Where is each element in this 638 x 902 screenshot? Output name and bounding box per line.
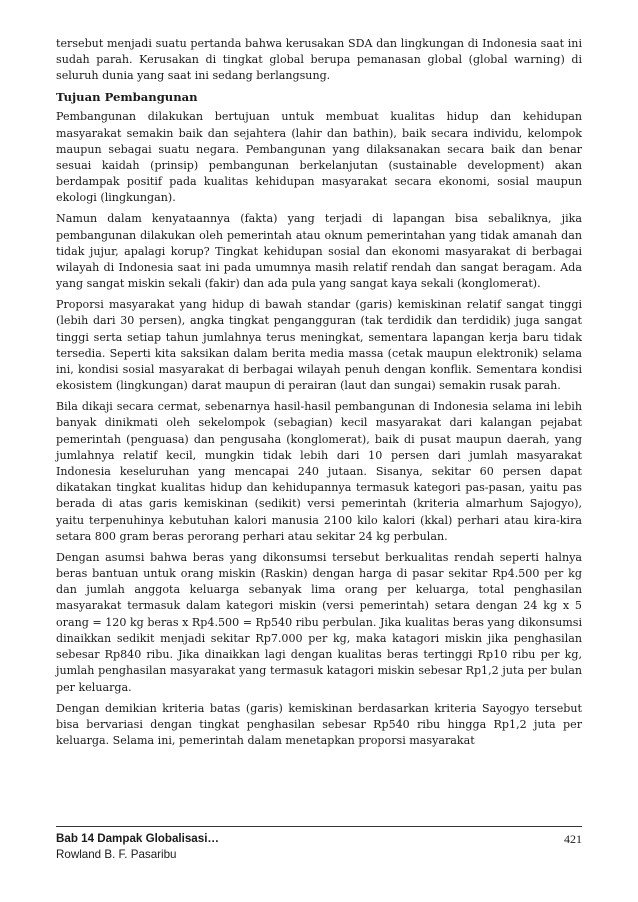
paragraph: Dengan asumsi bahwa beras yang dikonsumsi tersebut berkualitas rendah seperti halnya beras bantuan untuk orang miskin (Raskin) dengan harga di pasar sekitar Rp4.500 per kg dan jumlah anggota keluarga sebanyak lima orang per keluarga, total penghasilan masyarakat termasuk dalam kategori miskin (versi pemerintah) setara dengan 24 kg x 5 orang = 120 kg beras x Rp4.500 = Rp540 ribu perbulan. Jika kualitas beras yang dikonsumsi dinaikkan sedikit menjadi sekitar Rp7.000 per kg, maka katagori miskin jika penghasilan sebesar Rp840 ribu. Jika dinaikkan lagi dengan kualitas beras tertinggi Rp10 ribu per kg, jumlah penghasilan masyarakat yang termasuk katagori miskin sebesar Rp1,2 juta per bulan per keluarga. xyxy=(56,550,582,694)
paragraph: Pembangunan dilakukan bertujuan untuk membuat kualitas hidup dan kehidupan masyarakat semakin baik dan sejahtera (lahir dan bathin), baik secara individu, kelompok maupun sebagai suatu negara. Pembangunan yang dilaksanakan secara baik dan benar sesuai kaidah (prinsip) pembangunan berkelanjutan (sustainable development) akan berdampak positif pada kualitas kehidupan masyarakat secara ekonomi, sosial maupun ekologi (lingkungan). xyxy=(56,110,582,205)
footer-row xyxy=(56,831,582,847)
page-footer xyxy=(56,826,582,863)
section-heading: Tujuan Pembangunan xyxy=(56,90,198,105)
chapter-title: Bab 14 Dampak Globalisasi… xyxy=(56,832,220,845)
paragraph: Proporsi masyarakat yang hidup di bawah standar (garis) kemiskinan relatif sangat tinggi (lebih dari 30 persen), angka tingkat pengangguran (tak terdidik dan terdidik) juga sangat tinggi serta setiap tahun jumlahnya terus meningkat, sementara lapangan kerja baru tidak tersedia. Seperti kita saksikan dalam berita media massa (cetak maupun elektronik) selama ini, kondisi sosial masyarakat di berbagai wilayah penuh dengan konflik. Sementara kondisi ekosistem (lingkungan) darat maupun di perairan (laut dan sungai) semakin rusak parah. xyxy=(56,298,582,393)
paragraph: Bila dikaji secara cermat, sebenarnya hasil-hasil pembangunan di Indonesia selama ini lebih banyak dinikmati oleh sekelompok (sebagian) kecil masyarakat dari kalangan pejabat pemerintah (penguasa) dan pengusaha (konglomerat), baik di pusat maupun daerah, yang jumlahnya relatif kecil, mungkin tidak lebih dari 10 persen dari jumlah masyarakat Indonesia keseluruhan yang mencapai 240 jutaan. Sisanya, sekitar 60 persen dapat dikatakan tingkat kualitas hidup dan kehidupannya termasuk kategori pas-pasan, yaitu pas berada di atas garis kemiskinan (sedikit) versi pemerintah (kriteria almarhum Sajogyo), yaitu terpenuhinya kebutuhan kalori manusia 2100 kilo kalori (kkal) perhari atau kira-kira setara 800 gram beras perorang perhari atau sekitar 24 kg perbulan. xyxy=(56,400,582,543)
paragraph: Dengan demikian kriteria batas (garis) kemiskinan berdasarkan kriteria Sayogyo tersebut bisa bervariasi dengan tingkat penghasilan sebesar Rp540 ribu hingga Rp1,2 juta per keluarga. Selama ini, pemerintah dalam menetapkan proporsi masyarakat xyxy=(56,701,582,747)
author-name: Rowland B. F. Pasaribu xyxy=(56,848,177,861)
document-body xyxy=(56,36,582,754)
paragraph-continued: tersebut menjadi suatu pertanda bahwa kerusakan SDA dan lingkungan di Indonesia saat ini sudah parah. Kerusakan di tingkat global berupa pemanasan global (global warning) di seluruh dunia yang saat ini sedang berlangsung. xyxy=(56,37,582,83)
page-number: 421 xyxy=(564,832,582,846)
paragraph: Namun dalam kenyataannya (fakta) yang terjadi di lapangan bisa sebaliknya, jika pembangunan dilakukan oleh pemerintah atau oknum pemerintahan yang tidak amanah dan tidak jujur, apalagi korup? Tingkat kehidupan sosial dan ekonomi masyarakat di berbagai wilayah di Indonesia saat ini pada umumnya masih relatif rendah dan sangat beragam. Ada yang sangat miskin sekali (fakir) dan ada pula yang sangat kaya sekali (konglomerat). xyxy=(56,212,582,291)
